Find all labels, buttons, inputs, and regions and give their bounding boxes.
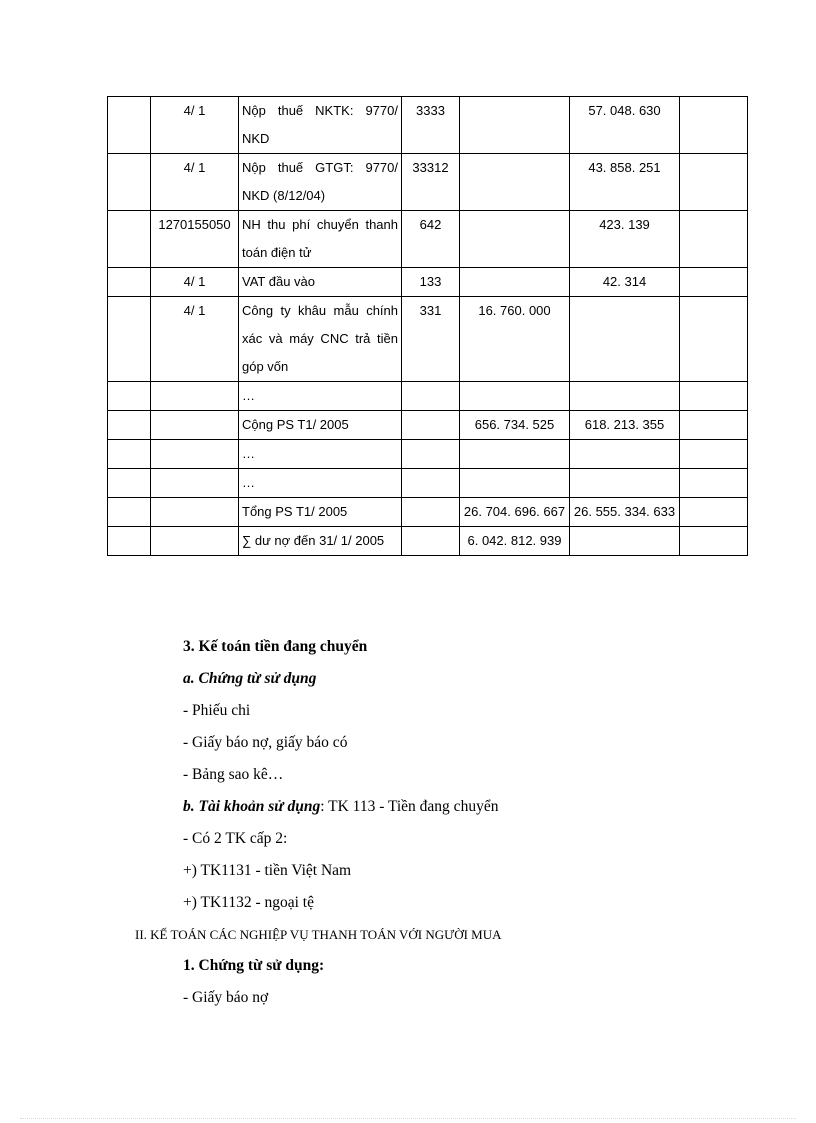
cell-desc: Nộp thuế NKTK: 9770/ NKD bbox=[239, 97, 402, 154]
cell-note bbox=[680, 211, 748, 268]
cell-account bbox=[402, 382, 460, 411]
heading-money-in-transit: 3. Kế toán tiền đang chuyển bbox=[183, 638, 368, 655]
cell-credit bbox=[570, 527, 680, 556]
section-heading: II. KẾ TOÁN CÁC NGHIỆP VỤ THANH TOÁN VỚI NGƯỜI MUA bbox=[135, 927, 502, 942]
table-row bbox=[108, 382, 748, 411]
cell-account: 642 bbox=[402, 211, 460, 268]
cell-date bbox=[151, 527, 239, 556]
cell-note bbox=[680, 268, 748, 297]
cell-debit: 656. 734. 525 bbox=[460, 411, 570, 440]
ledger-table bbox=[107, 96, 748, 556]
cell-blank bbox=[108, 297, 151, 382]
subheading-documents: a. Chứng từ sử dụng bbox=[183, 670, 317, 687]
cell-date bbox=[151, 411, 239, 440]
table-row bbox=[108, 469, 748, 498]
list-item: +) TK1132 - ngoại tệ bbox=[183, 894, 314, 911]
cell-desc: … bbox=[239, 469, 402, 498]
cell-desc: Công ty khâu mẫu chính xác và máy CNC trả tiền góp vốn bbox=[239, 297, 402, 382]
list-item: - Bảng sao kê… bbox=[183, 766, 284, 783]
list-item: - Giấy báo nợ, giấy báo có bbox=[183, 734, 348, 751]
table-row bbox=[108, 97, 748, 154]
cell-date: 1270155050 bbox=[151, 211, 239, 268]
cell-debit bbox=[460, 268, 570, 297]
list-item: - Có 2 TK cấp 2: bbox=[183, 830, 288, 847]
cell-blank bbox=[108, 440, 151, 469]
table-row bbox=[108, 297, 748, 382]
cell-account bbox=[402, 411, 460, 440]
cell-account bbox=[402, 440, 460, 469]
table-row bbox=[108, 440, 748, 469]
cell-debit: 16. 760. 000 bbox=[460, 297, 570, 382]
cell-credit bbox=[570, 382, 680, 411]
cell-note bbox=[680, 411, 748, 440]
cell-date: 4/ 1 bbox=[151, 297, 239, 382]
cell-blank bbox=[108, 97, 151, 154]
cell-note bbox=[680, 440, 748, 469]
cell-account: 3333 bbox=[402, 97, 460, 154]
cell-date: 4/ 1 bbox=[151, 97, 239, 154]
cell-date bbox=[151, 382, 239, 411]
table-row bbox=[108, 211, 748, 268]
cell-debit bbox=[460, 469, 570, 498]
cell-note bbox=[680, 527, 748, 556]
account-text: : TK 113 - Tiền đang chuyển bbox=[320, 798, 499, 815]
heading-documents-used: 1. Chứng từ sử dụng: bbox=[183, 957, 325, 974]
account-line bbox=[183, 796, 498, 818]
cell-credit bbox=[570, 469, 680, 498]
table-row bbox=[108, 498, 748, 527]
cell-credit: 42. 314 bbox=[570, 268, 680, 297]
cell-credit bbox=[570, 440, 680, 469]
cell-blank bbox=[108, 211, 151, 268]
list-item: - Phiếu chi bbox=[183, 702, 251, 719]
cell-credit: 57. 048. 630 bbox=[570, 97, 680, 154]
cell-account bbox=[402, 527, 460, 556]
table-row bbox=[108, 154, 748, 211]
cell-debit: 6. 042. 812. 939 bbox=[460, 527, 570, 556]
cell-desc: … bbox=[239, 440, 402, 469]
cell-debit bbox=[460, 211, 570, 268]
cell-account: 133 bbox=[402, 268, 460, 297]
cell-blank bbox=[108, 268, 151, 297]
cell-blank bbox=[108, 469, 151, 498]
list-item: +) TK1131 - tiền Việt Nam bbox=[183, 862, 352, 879]
cell-blank bbox=[108, 411, 151, 440]
cell-note bbox=[680, 97, 748, 154]
cell-note bbox=[680, 498, 748, 527]
cell-credit: 423. 139 bbox=[570, 211, 680, 268]
cell-credit: 618. 213. 355 bbox=[570, 411, 680, 440]
cell-note bbox=[680, 469, 748, 498]
cell-blank bbox=[108, 382, 151, 411]
cell-debit bbox=[460, 382, 570, 411]
table-row bbox=[108, 411, 748, 440]
cell-note bbox=[680, 297, 748, 382]
cell-debit: 26. 704. 696. 667 bbox=[460, 498, 570, 527]
cell-date bbox=[151, 469, 239, 498]
cell-desc: ∑ dư nợ đến 31/ 1/ 2005 bbox=[239, 527, 402, 556]
cell-desc: … bbox=[239, 382, 402, 411]
table-row bbox=[108, 527, 748, 556]
cell-desc: NH thu phí chuyển thanh toán điện tử bbox=[239, 211, 402, 268]
cell-blank bbox=[108, 527, 151, 556]
page-divider bbox=[20, 1118, 796, 1119]
cell-blank bbox=[108, 154, 151, 211]
list-item: - Giấy báo nợ bbox=[183, 989, 269, 1006]
cell-note bbox=[680, 382, 748, 411]
cell-note bbox=[680, 154, 748, 211]
cell-account bbox=[402, 469, 460, 498]
cell-desc: VAT đầu vào bbox=[239, 268, 402, 297]
cell-debit bbox=[460, 440, 570, 469]
cell-date: 4/ 1 bbox=[151, 268, 239, 297]
cell-credit: 26. 555. 334. 633 bbox=[570, 498, 680, 527]
cell-desc: Tổng PS T1/ 2005 bbox=[239, 498, 402, 527]
cell-credit: 43. 858. 251 bbox=[570, 154, 680, 211]
cell-blank bbox=[108, 498, 151, 527]
cell-date: 4/ 1 bbox=[151, 154, 239, 211]
cell-debit bbox=[460, 97, 570, 154]
cell-account: 331 bbox=[402, 297, 460, 382]
table-row bbox=[108, 268, 748, 297]
cell-account: 33312 bbox=[402, 154, 460, 211]
cell-date bbox=[151, 440, 239, 469]
ledger-body bbox=[108, 97, 748, 556]
cell-account bbox=[402, 498, 460, 527]
cell-debit bbox=[460, 154, 570, 211]
cell-desc: Nộp thuế GTGT: 9770/ NKD (8/12/04) bbox=[239, 154, 402, 211]
cell-desc: Cộng PS T1/ 2005 bbox=[239, 411, 402, 440]
cell-date bbox=[151, 498, 239, 527]
cell-credit bbox=[570, 297, 680, 382]
subheading-account: b. Tài khoản sử dụng bbox=[183, 798, 321, 815]
